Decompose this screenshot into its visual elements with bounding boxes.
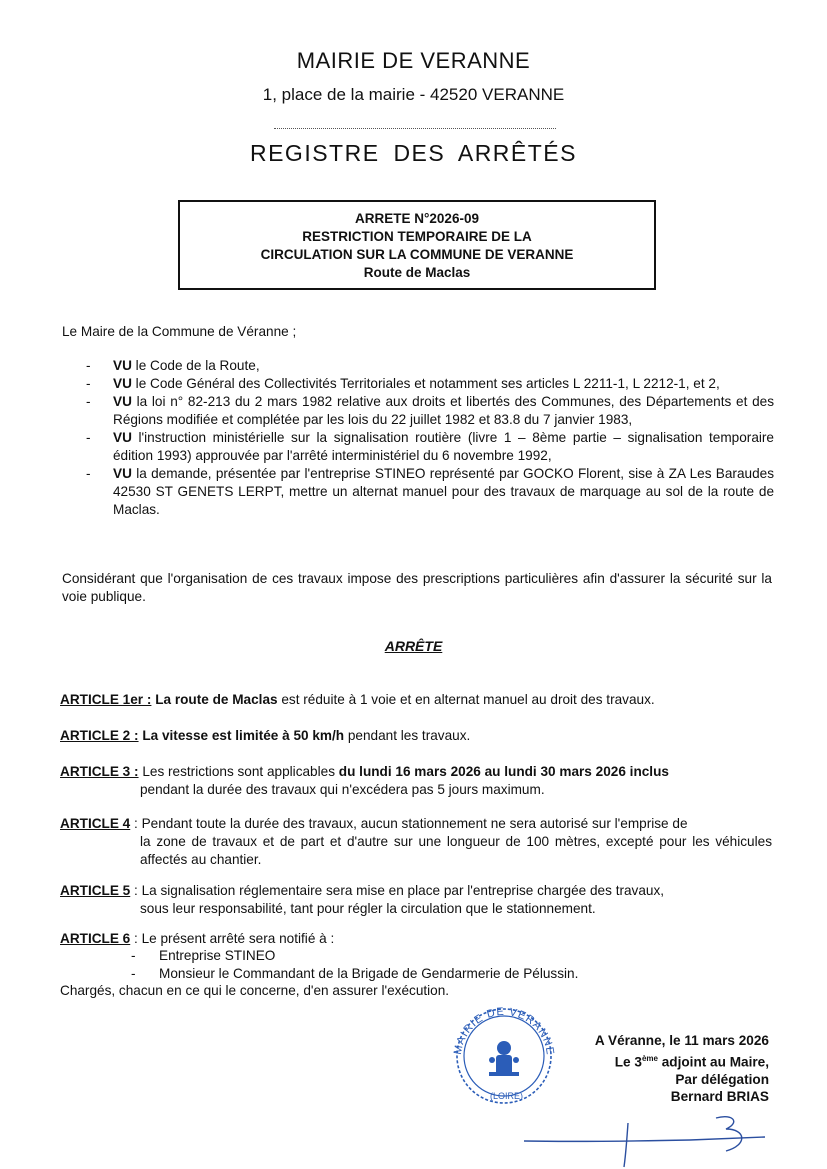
article-2: ARTICLE 2 : La vitesse est limitée à 50 km/h pendant les travaux. xyxy=(60,728,471,743)
mairie-address: 1, place de la mairie - 42520 VERANNE xyxy=(262,85,565,104)
register-title: REGISTRE DES ARRÊTÉS xyxy=(249,140,577,166)
signature-role: Le 3ème adjoint au Maire, xyxy=(614,1053,769,1070)
notified-item: - Entreprise STINEO xyxy=(131,948,276,963)
mairie-title: MAIRIE DE VERANNE xyxy=(296,48,531,73)
signature-name: Bernard BRIAS xyxy=(670,1089,769,1105)
article-3-label: ARTICLE 3 : xyxy=(60,764,139,779)
dotted-divider xyxy=(274,128,556,129)
vu-item: - VU l'instruction ministérielle sur la signalisation routière (livre 1 – 8ème partie – signalisation temporaire édition 1993) approuvée par l'arrêté interministériel du 6 novembre 1992, xyxy=(86,430,774,463)
decree-subject-line1: RESTRICTION TEMPORAIRE DE LA xyxy=(302,229,532,244)
article-6-label: ARTICLE 6 xyxy=(60,931,131,946)
decree-number: ARRETE N°2026-09 xyxy=(355,211,479,226)
signature-place-date: A Véranne, le 11 mars 2026 xyxy=(594,1033,769,1048)
article-2-label: ARTICLE 2 : xyxy=(60,728,139,743)
article-4-label: ARTICLE 4 xyxy=(60,816,131,831)
handwritten-signature xyxy=(520,1115,780,1169)
vu-item: - VU le Code Général des Collectivités Territoriales et notamment ses articles L 2211-1, L 2212-1, et 2, xyxy=(86,376,720,391)
mairie-stamp xyxy=(445,998,563,1106)
decree-subject-line3: Route de Maclas xyxy=(363,265,471,280)
vu-list xyxy=(86,357,774,519)
article-3: ARTICLE 3 : Les restrictions sont applicables du lundi 16 mars 2026 au lundi 30 mars 2026 inclus pendant la durée des travaux qui n'excédera pas 5 jours maximum. xyxy=(60,764,669,797)
considering-text: Considérant que l'organisation de ces travaux impose des prescriptions particulières afin d'assurer la sécurité sur la voie publique. xyxy=(62,571,772,604)
arrete-heading: ARRÊTE xyxy=(384,638,443,654)
article-4: ARTICLE 4 : Pendant toute la durée des travaux, aucun stationnement ne sera autorisé sur l'emprise de la zone de travaux et de part et d'autre sur une longueur de 100 mètres, excepté pour les véhicules affectés au chantier. xyxy=(60,816,772,867)
stamp-top-text: MAIRIE DE VERANNE xyxy=(451,1005,557,1057)
notified-item: - Monsieur le Commandant de la Brigade de Gendarmerie de Pélussin. xyxy=(131,966,579,981)
article-1-label: ARTICLE 1er : xyxy=(60,692,152,707)
article-6: ARTICLE 6 : Le présent arrêté sera notifié à : xyxy=(60,931,335,946)
article-5: ARTICLE 5 : La signalisation réglementaire sera mise en place par l'entreprise chargée des travaux, sous leur responsabilité, tant pour régler la circulation que le stationnement. xyxy=(60,883,665,916)
stamp-bottom-text: (LOIRE) xyxy=(490,1091,524,1101)
signature-delegation: Par délégation xyxy=(675,1071,769,1087)
vu-item: - VU la loi n° 82-213 du 2 mars 1982 relative aux droits et libertés des Communes, des Départements et des Régions modifiée et complétée par les lois du 22 juillet 1982 et 83.8 du 7 janvier 1983, xyxy=(86,394,774,427)
decree-subject-line2: CIRCULATION SUR LA COMMUNE DE VERANNE xyxy=(260,247,574,262)
closing-text: Chargés, chacun en ce qui le concerne, d'en assurer l'exécution. xyxy=(60,983,450,998)
article-5-label: ARTICLE 5 xyxy=(60,883,131,898)
article-1: ARTICLE 1er : La route de Maclas est réduite à 1 voie et en alternat manuel au droit des travaux. xyxy=(60,692,655,707)
decree-title-box xyxy=(178,200,656,290)
vu-item: - VU le Code de la Route, xyxy=(86,358,260,373)
stamp-emblem xyxy=(489,1041,519,1076)
vu-item: - VU la demande, présentée par l'entreprise STINEO représenté par GOCKO Florent, sise à ZA Les Baraudes 42530 ST GENETS LERPT, mettre un alternat manuel pour des travaux de marquage au sol de la route de Maclas. xyxy=(86,466,774,517)
signature-block xyxy=(595,1032,769,1106)
intro-text: Le Maire de la Commune de Véranne ; xyxy=(62,324,297,339)
